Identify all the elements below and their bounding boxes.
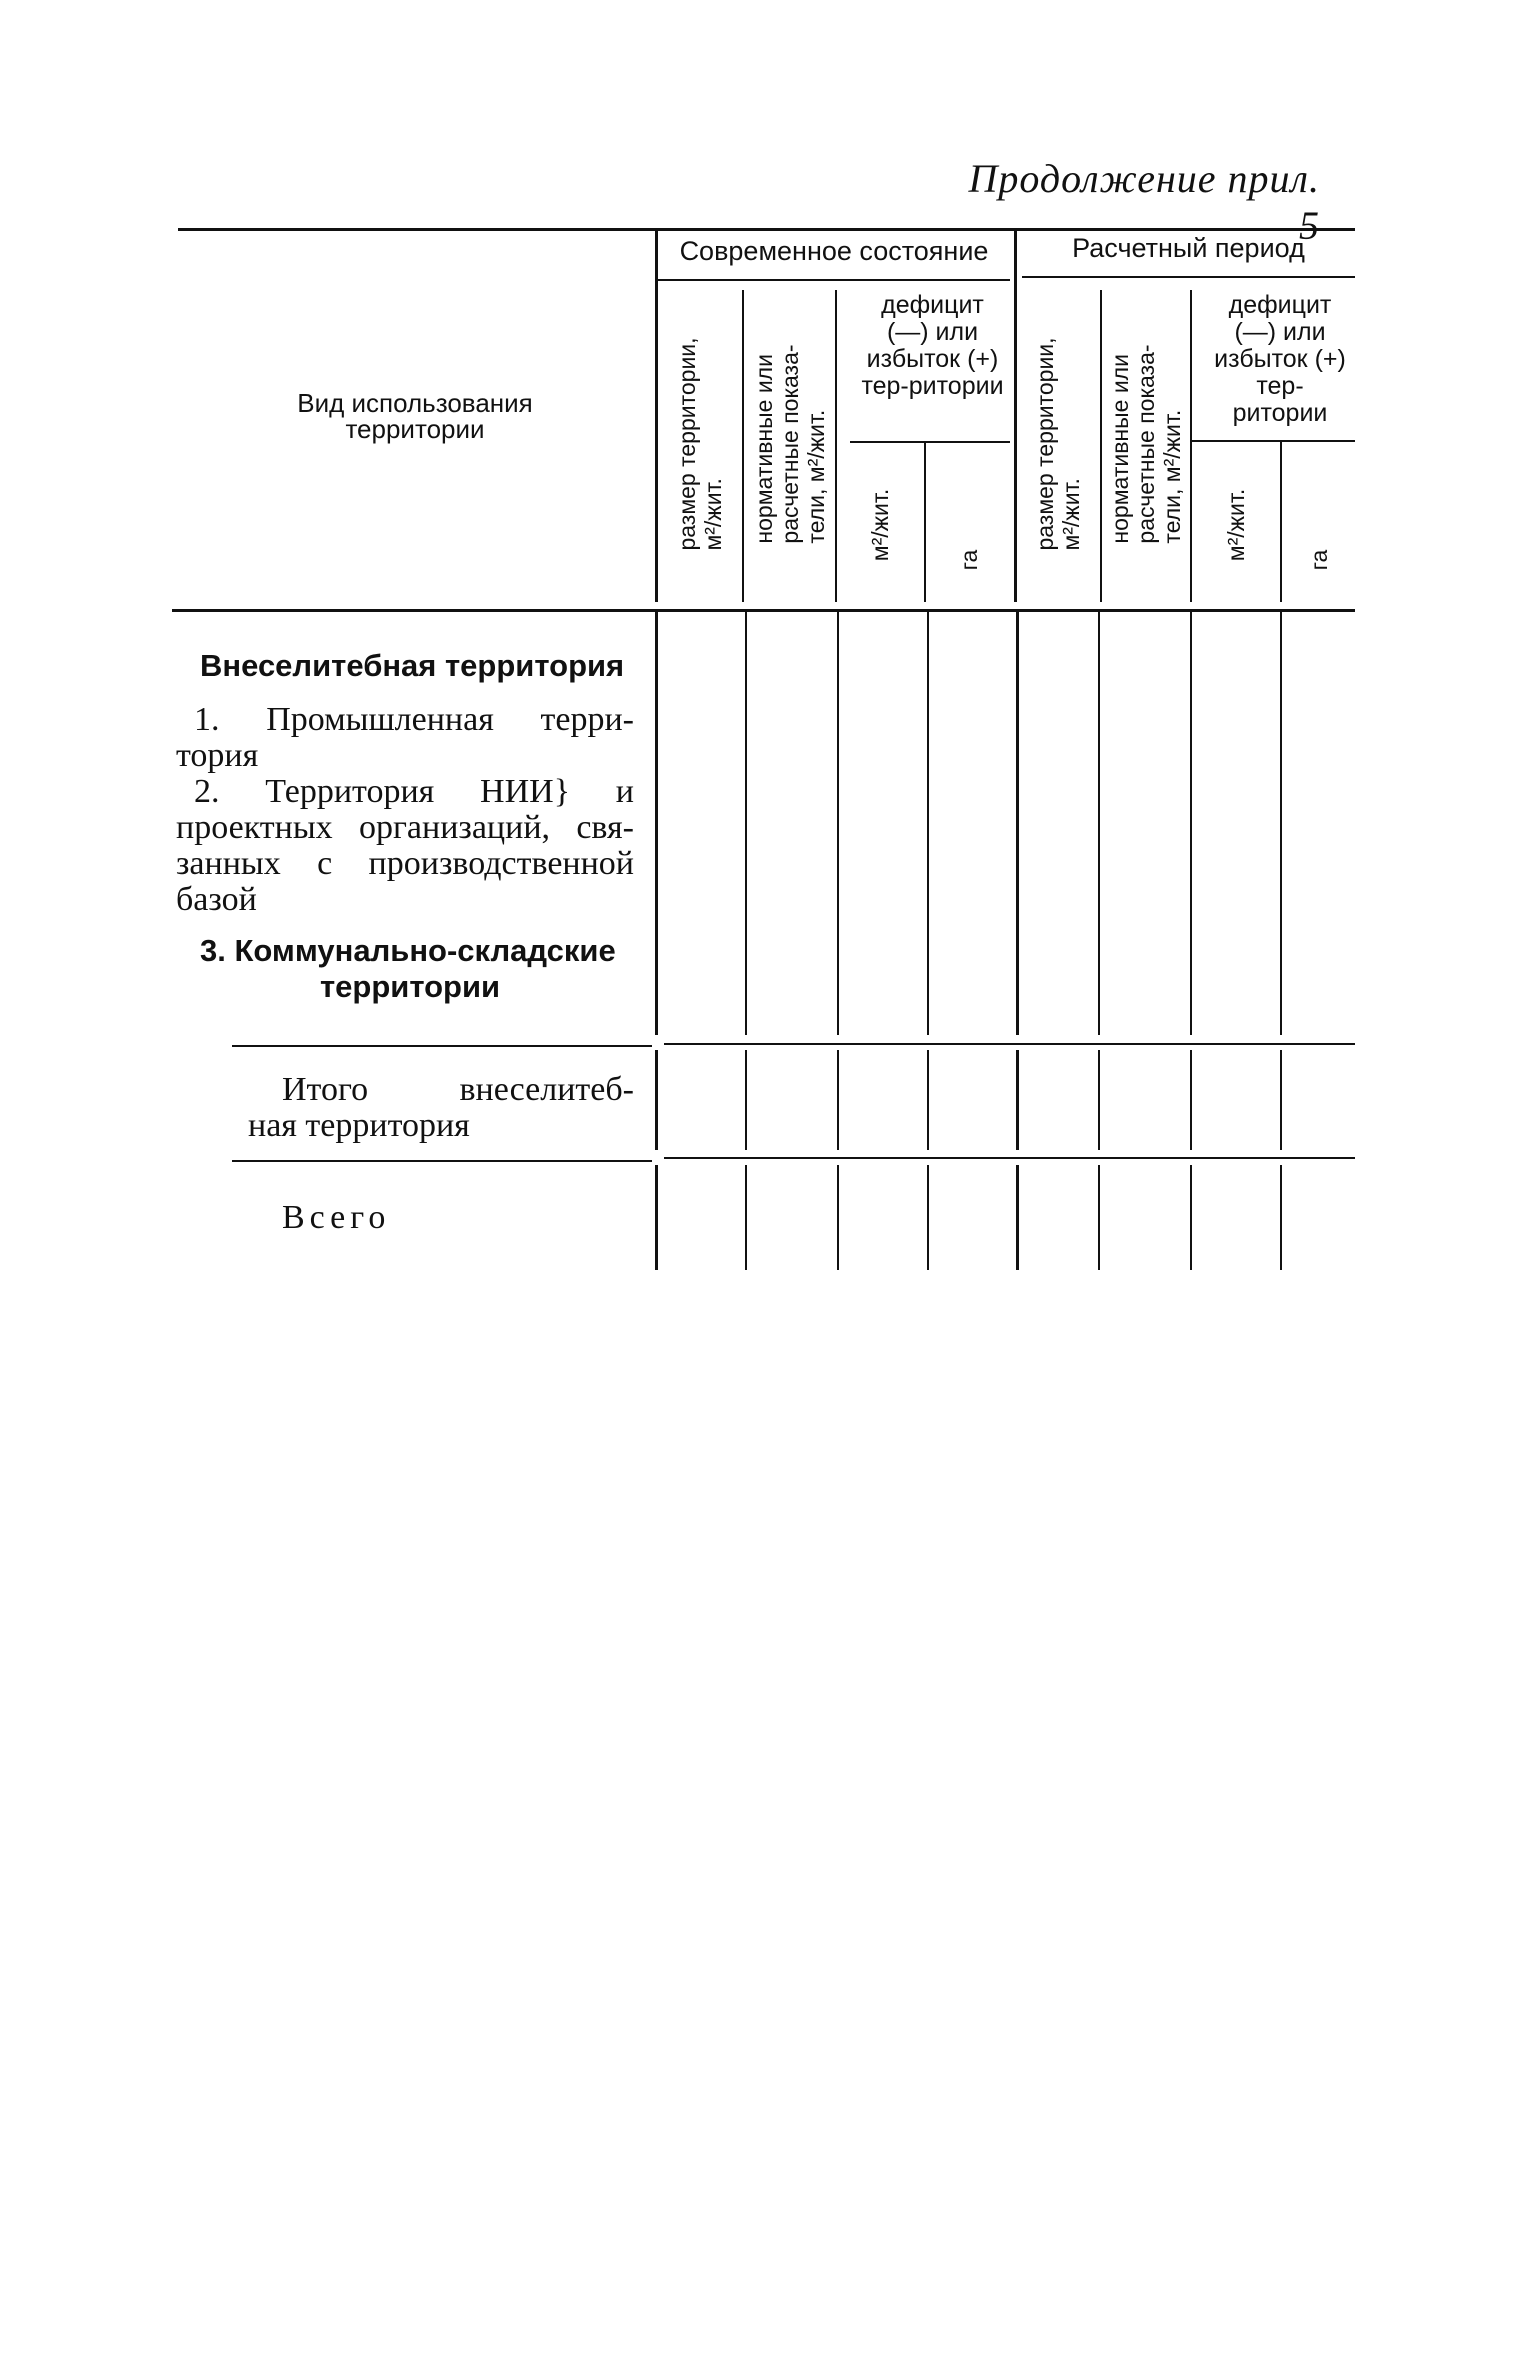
grand-total-rule-right <box>664 1157 1355 1159</box>
body-col-line-1c <box>655 1165 658 1270</box>
body-col-line-4c <box>927 1165 929 1270</box>
table-top-rule <box>178 228 1355 231</box>
body-col-line-4b <box>927 1050 929 1150</box>
body-col-line-3c <box>837 1165 839 1270</box>
item2-line4: базой <box>176 881 257 918</box>
header-divider-c1 <box>742 290 744 602</box>
col-m2-current <box>840 450 920 600</box>
header-divider-main <box>655 230 658 602</box>
body-col-line-7c <box>1190 1165 1192 1270</box>
col-deficit-planned: дефицит (—) или избыток (+) тер-ритории <box>1214 291 1346 427</box>
body-col-line-8a <box>1280 612 1282 1035</box>
col-m2-current-text: м²/жит. <box>867 488 893 562</box>
body-col-line-5b <box>1016 1050 1019 1150</box>
col-ha-planned-text: га <box>1306 549 1332 571</box>
body-col-line-1a <box>655 612 658 1035</box>
group-planned-rule <box>1022 276 1355 278</box>
body-col-line-1b <box>655 1050 658 1150</box>
grand-total-rule-left <box>232 1160 652 1162</box>
item3-line2: территории <box>320 969 501 1004</box>
total-row-rule-right <box>664 1043 1355 1045</box>
section-title: Внеселитебная территория <box>200 648 625 683</box>
group-current-rule <box>658 279 1010 281</box>
col-m2-planned-text: м²/жит. <box>1223 488 1249 562</box>
total-line2: ная территория <box>248 1107 470 1144</box>
header-divider-c3 <box>924 443 926 602</box>
item2-line1: 2. Территория НИИ} и <box>194 773 634 810</box>
group-current-title: Современное состояние <box>679 236 989 266</box>
body-col-line-6b <box>1098 1050 1100 1150</box>
body-col-line-3a <box>837 612 839 1035</box>
col-size-current <box>660 288 740 600</box>
header-divider-group <box>1014 230 1017 602</box>
body-col-line-7b <box>1190 1050 1192 1150</box>
body-col-line-8c <box>1280 1165 1282 1270</box>
continuation-label: Продолжение прил. 5 <box>968 156 1320 248</box>
grand-total-label: Всего <box>282 1199 391 1236</box>
header-divider-c6 <box>1190 290 1192 602</box>
item2-line2: проектных организаций, свя- <box>176 809 634 846</box>
group-planned-title: Расчетный период <box>1072 233 1305 263</box>
body-col-line-7a <box>1190 612 1192 1035</box>
col-size-current-text: размер территории, м²/жит. <box>674 337 726 551</box>
body-col-line-2a <box>745 612 747 1035</box>
header-divider-c5 <box>1100 290 1102 602</box>
col-ha-current-text: га <box>956 549 982 571</box>
col-m2-planned <box>1194 450 1278 600</box>
header-bottom-rule <box>172 609 1355 612</box>
body-col-line-3b <box>837 1050 839 1150</box>
col-norm-planned-text: нормативные или расчетные показа- тели, м²/жит. <box>1107 344 1185 544</box>
body-col-line-6c <box>1098 1165 1100 1270</box>
col-norm-planned <box>1104 288 1188 600</box>
col-ha-planned <box>1284 520 1354 600</box>
header-divider-c7 <box>1280 442 1282 602</box>
col-norm-current-text: нормативные или расчетные показа- тели, м²/жит. <box>751 344 829 544</box>
col-norm-current <box>746 288 834 600</box>
body-col-line-5c <box>1016 1165 1019 1270</box>
item2-line3: занных с производственной <box>176 845 634 882</box>
total-line1: Итого внеселитеб- <box>282 1071 634 1108</box>
col-size-planned <box>1018 288 1098 600</box>
body-col-line-2b <box>745 1050 747 1150</box>
body-col-line-5a <box>1016 612 1019 1035</box>
row-label-header: Вид использования территории <box>297 388 533 444</box>
deficit-current-rule <box>850 441 1010 443</box>
col-size-planned-text: размер территории, м²/жит. <box>1032 337 1084 551</box>
body-col-line-4a <box>927 612 929 1035</box>
body-col-line-8b <box>1280 1050 1282 1150</box>
body-col-line-6a <box>1098 612 1100 1035</box>
deficit-planned-rule <box>1190 440 1355 442</box>
body-col-line-2c <box>745 1165 747 1270</box>
item1-line1: 1. Промышленная терри- <box>194 701 634 738</box>
col-ha-current <box>928 520 1010 600</box>
item3-line1: 3. Коммунально-складские <box>200 933 616 968</box>
item1-line2: тория <box>176 737 259 774</box>
header-divider-c2 <box>835 290 837 602</box>
col-deficit-current: дефицит (—) или избыток (+) тер-ритории <box>861 291 1004 400</box>
total-row-rule-left <box>232 1045 652 1047</box>
